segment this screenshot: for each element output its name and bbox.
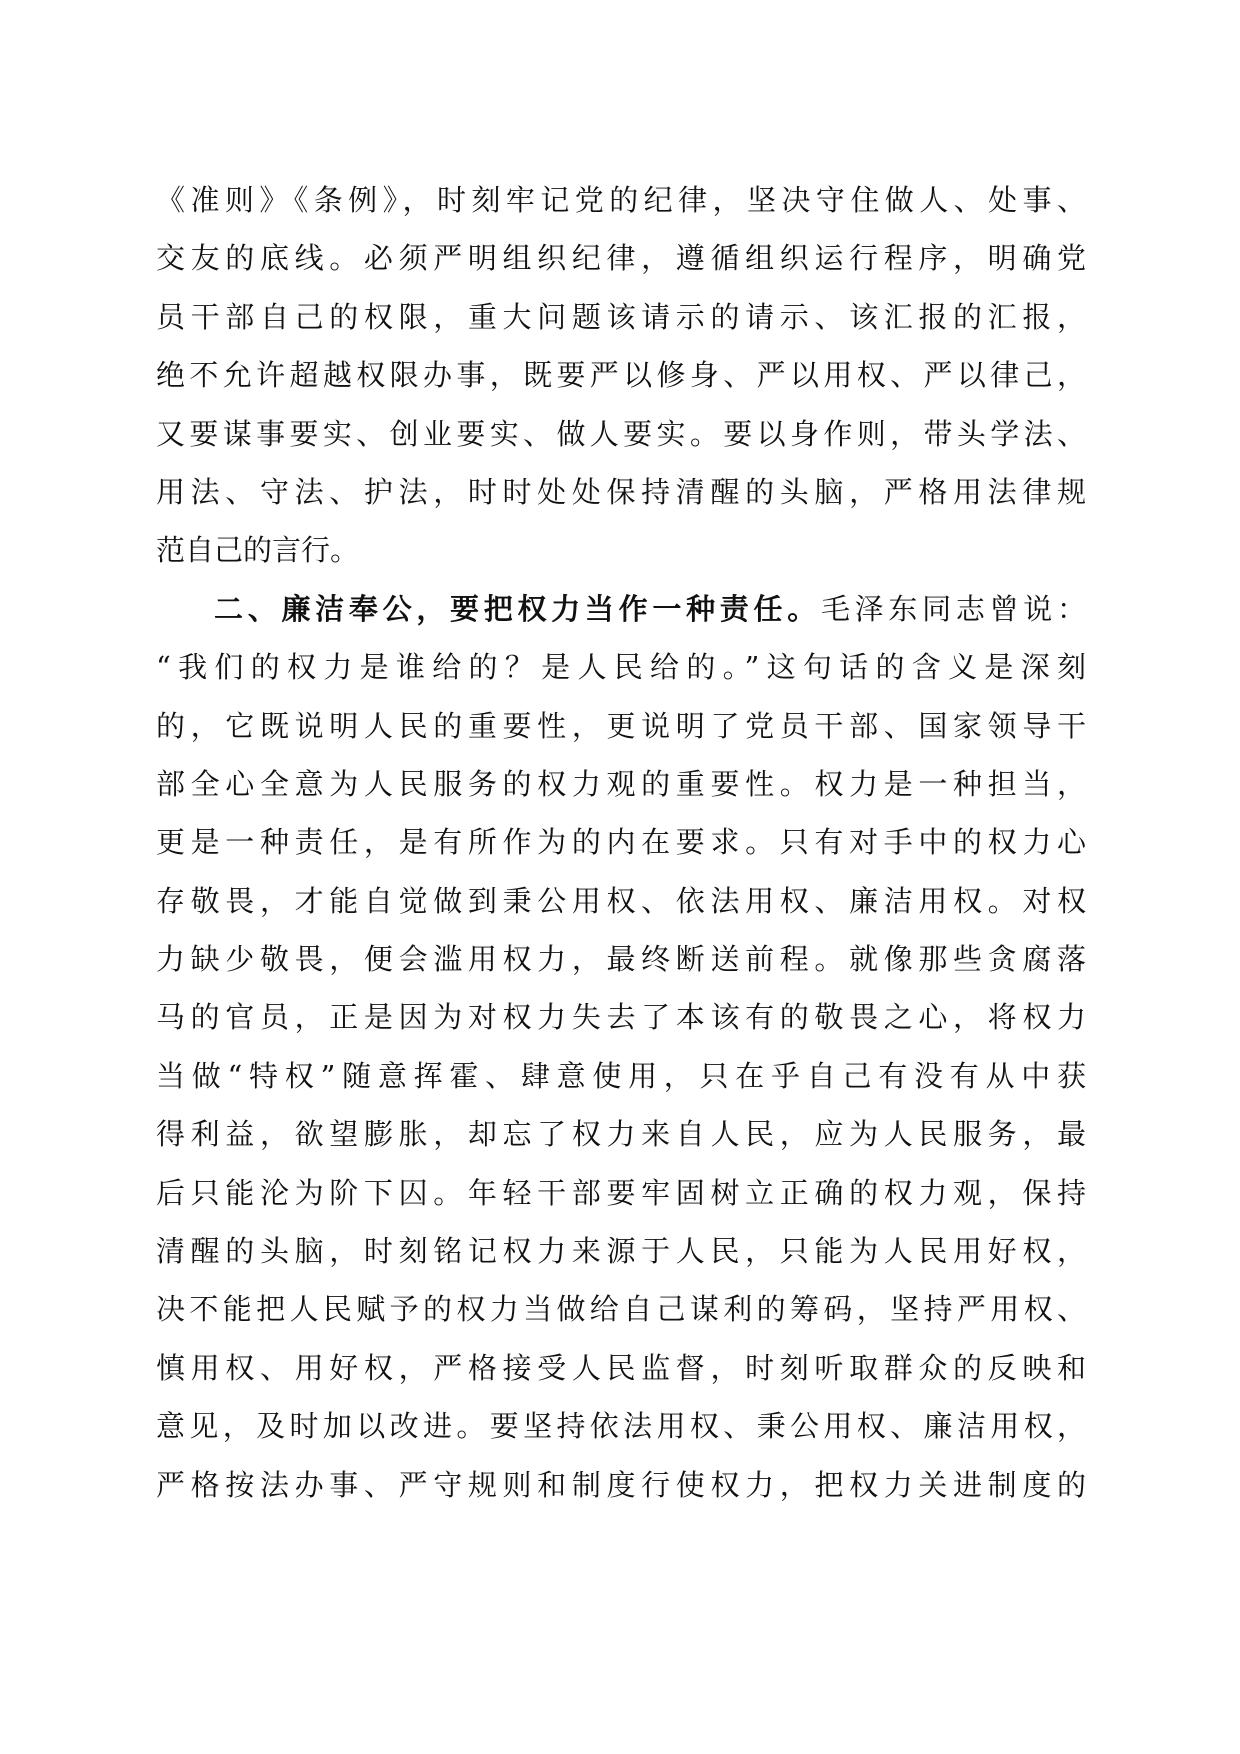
text-line: 的，它既说明人民的重要性，更说明了党员干部、国家领导干 <box>156 708 1086 743</box>
text-line: 力缺少敬畏，便会滥用权力，最终断送前程。就像那些贪腐落 <box>156 942 1086 977</box>
text-line: 决不能把人民赋予的权力当做给自己谋利的筹码，坚持严用权、 <box>156 1292 1086 1327</box>
text-line: 意见，及时加以改进。要坚持依法用权、秉公用权、廉洁用权， <box>156 1409 1086 1444</box>
text-line: 交友的底线。必须严明组织纪律，遵循组织运行程序，明确党 <box>156 241 1086 276</box>
text-line: 严格按法办事、严守规则和制度行使权力，把权力关进制度的 <box>156 1467 1086 1502</box>
text-line: 绝不允许超越权限办事，既要严以修身、严以用权、严以律己， <box>156 358 1086 393</box>
text-line: 部全心全意为人民服务的权力观的重要性。权力是一种担当， <box>156 766 1086 801</box>
text-line: 当做“特权”随意挥霍、肆意使用，只在乎自己有没有从中获 <box>156 1058 1086 1093</box>
text-line: 用法、守法、护法，时时处处保持清醒的头脑，严格用法律规 <box>156 474 1086 509</box>
text-line: 得利益，欲望膨胀，却忘了权力来自人民，应为人民服务，最 <box>156 1117 1086 1152</box>
text-line: 员干部自己的权限，重大问题该请示的请示、该汇报的汇报， <box>156 299 1086 334</box>
text-line: 更是一种责任，是有所作为的内在要求。只有对手中的权力心 <box>156 825 1086 860</box>
text-line: 清醒的头脑，时刻铭记权力来源于人民，只能为人民用好权， <box>156 1234 1086 1269</box>
text-line: 马的官员，正是因为对权力失去了本该有的敬畏之心，将权力 <box>156 1000 1086 1035</box>
section-heading: 二、廉洁奉公，要把权力当作一种责任。 <box>214 591 821 626</box>
text-line: 存敬畏，才能自觉做到秉公用权、依法用权、廉洁用权。对权 <box>156 883 1086 918</box>
text-line-heading <box>156 580 1086 638</box>
text-line: “我们的权力是谁给的？是人民给的。”这句话的含义是深刻 <box>156 650 1086 685</box>
paragraph-discipline <box>156 171 1086 580</box>
paragraph-responsibility <box>156 580 1086 1514</box>
text-line: 《准则》《条例》，时刻牢记党的纪律，坚决守住做人、处事、 <box>156 183 1086 217</box>
text-line: 又要谋事要实、创业要实、做人要实。要以身作则，带头学法、 <box>156 416 1086 451</box>
text-line: 慎用权、用好权，严格接受人民监督，时刻听取群众的反映和 <box>156 1350 1086 1385</box>
body-text <box>156 171 1086 1514</box>
text-line: 后只能沦为阶下囚。年轻干部要牢固树立正确的权力观，保持 <box>156 1175 1086 1210</box>
text-line: 范自己的言行。 <box>156 533 360 568</box>
heading-line-text: 毛泽东同志曾说： <box>820 591 1086 626</box>
